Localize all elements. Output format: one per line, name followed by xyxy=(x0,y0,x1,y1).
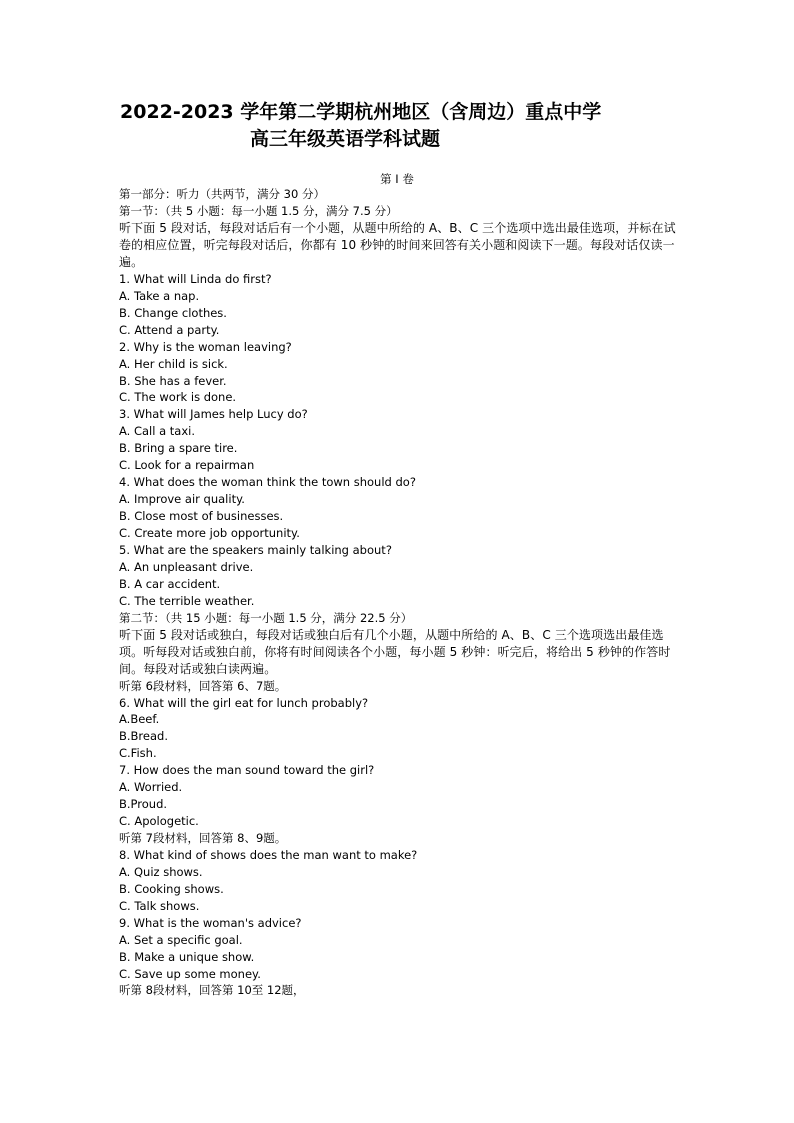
question-group xyxy=(119,847,679,983)
option-a: A. Take a nap. xyxy=(119,288,200,303)
option-a: A. Quiz shows. xyxy=(119,864,203,879)
option-a: A. An unpleasant drive. xyxy=(119,559,254,574)
option-c: C. The work is done. xyxy=(119,390,237,405)
question-text: 4. What does the woman think the town should do? xyxy=(119,475,416,490)
option-c: C. Create more job opportunity. xyxy=(119,525,300,540)
option-b: B. She has a fever. xyxy=(119,373,227,388)
question-group xyxy=(119,271,679,610)
exam-subtitle: 高三年级英语学科试题 xyxy=(250,128,441,150)
option-a: A. Call a taxi. xyxy=(119,424,196,439)
exam-title: 2022-2023 学年第二学期杭州地区（含周边）重点中学 xyxy=(120,101,602,123)
exam-content xyxy=(119,186,679,999)
question-text: 3. What will James help Lucy do? xyxy=(119,407,308,422)
option-b: B. Make a unique show. xyxy=(119,949,255,964)
volume-label: 第 I 卷 xyxy=(380,172,414,186)
option-c: C. The terrible weather. xyxy=(119,593,255,608)
option-a: A. Her child is sick. xyxy=(119,356,228,371)
option-b: B. Change clothes. xyxy=(119,305,227,320)
material-intro: 听第 6段材料，回答第 6、7题。 xyxy=(119,678,287,693)
option-b: B.Bread. xyxy=(119,729,168,744)
part-heading: 第一部分：听力（共两节，满分 30 分） xyxy=(119,187,325,201)
option-b: B.Proud. xyxy=(119,797,168,812)
section-instructions: 听下面 5 段对话或独白，每段对话或独白后有几个小题，从题中所给的 A、B、C 三个选项选出最佳选项。听每段对话或独白前，你将有时间阅读各个小题，每小题 5 秒钟：听完后，将给出 5 秒钟的作答时间。每段对话或独白读两遍。 xyxy=(119,627,671,676)
option-b: B. Cooking shows. xyxy=(119,881,224,896)
option-a: A.Beef. xyxy=(119,712,160,727)
option-b: B. A car accident. xyxy=(119,576,221,591)
question-text: 7. How does the man sound toward the girl? xyxy=(119,763,375,778)
section-heading: 第一节：（共 5 小题：每一小题 1.5 分，满分 7.5 分） xyxy=(119,203,398,218)
option-a: A. Set a specific goal. xyxy=(119,932,243,947)
option-c: C. Apologetic. xyxy=(119,814,199,829)
question-text: 1. What will Linda do first? xyxy=(119,271,272,286)
option-a: A. Worried. xyxy=(119,780,183,795)
option-c: C. Attend a party. xyxy=(119,322,220,337)
question-text: 6. What will the girl eat for lunch probably? xyxy=(119,695,369,710)
option-c: C. Talk shows. xyxy=(119,898,200,913)
question-text: 2. Why is the woman leaving? xyxy=(119,339,292,354)
option-a: A. Improve air quality. xyxy=(119,492,245,507)
material-intro: 听第 7段材料，回答第 8、9题。 xyxy=(119,831,287,845)
section-instructions: 听下面 5 段对话，每段对话后有一个小题，从题中所给的 A、B、C 三个选项中选出最佳选项，并标在试卷的相应位置，听完每段对话后，你都有 10 秒钟的时间来回答有关小题和阅读下一题。每段对话仅读一遍。 xyxy=(119,220,676,269)
question-text: 8. What kind of shows does the man want to make? xyxy=(119,847,418,862)
option-c: C. Look for a repairman xyxy=(119,458,255,473)
question-group xyxy=(119,695,679,831)
question-text: 5. What are the speakers mainly talking about? xyxy=(119,542,392,557)
option-c: C.Fish. xyxy=(119,746,157,761)
question-text: 9. What is the woman's advice? xyxy=(119,915,302,930)
section-heading: 第二节：（共 15 小题：每一小题 1.5 分，满分 22.5 分） xyxy=(119,610,413,625)
option-b: B. Bring a spare tire. xyxy=(119,441,238,456)
option-c: C. Save up some money. xyxy=(119,966,261,981)
material-intro: 听第 8段材料，回答第 10至 12题， xyxy=(119,983,305,998)
option-b: B. Close most of businesses. xyxy=(119,509,284,523)
